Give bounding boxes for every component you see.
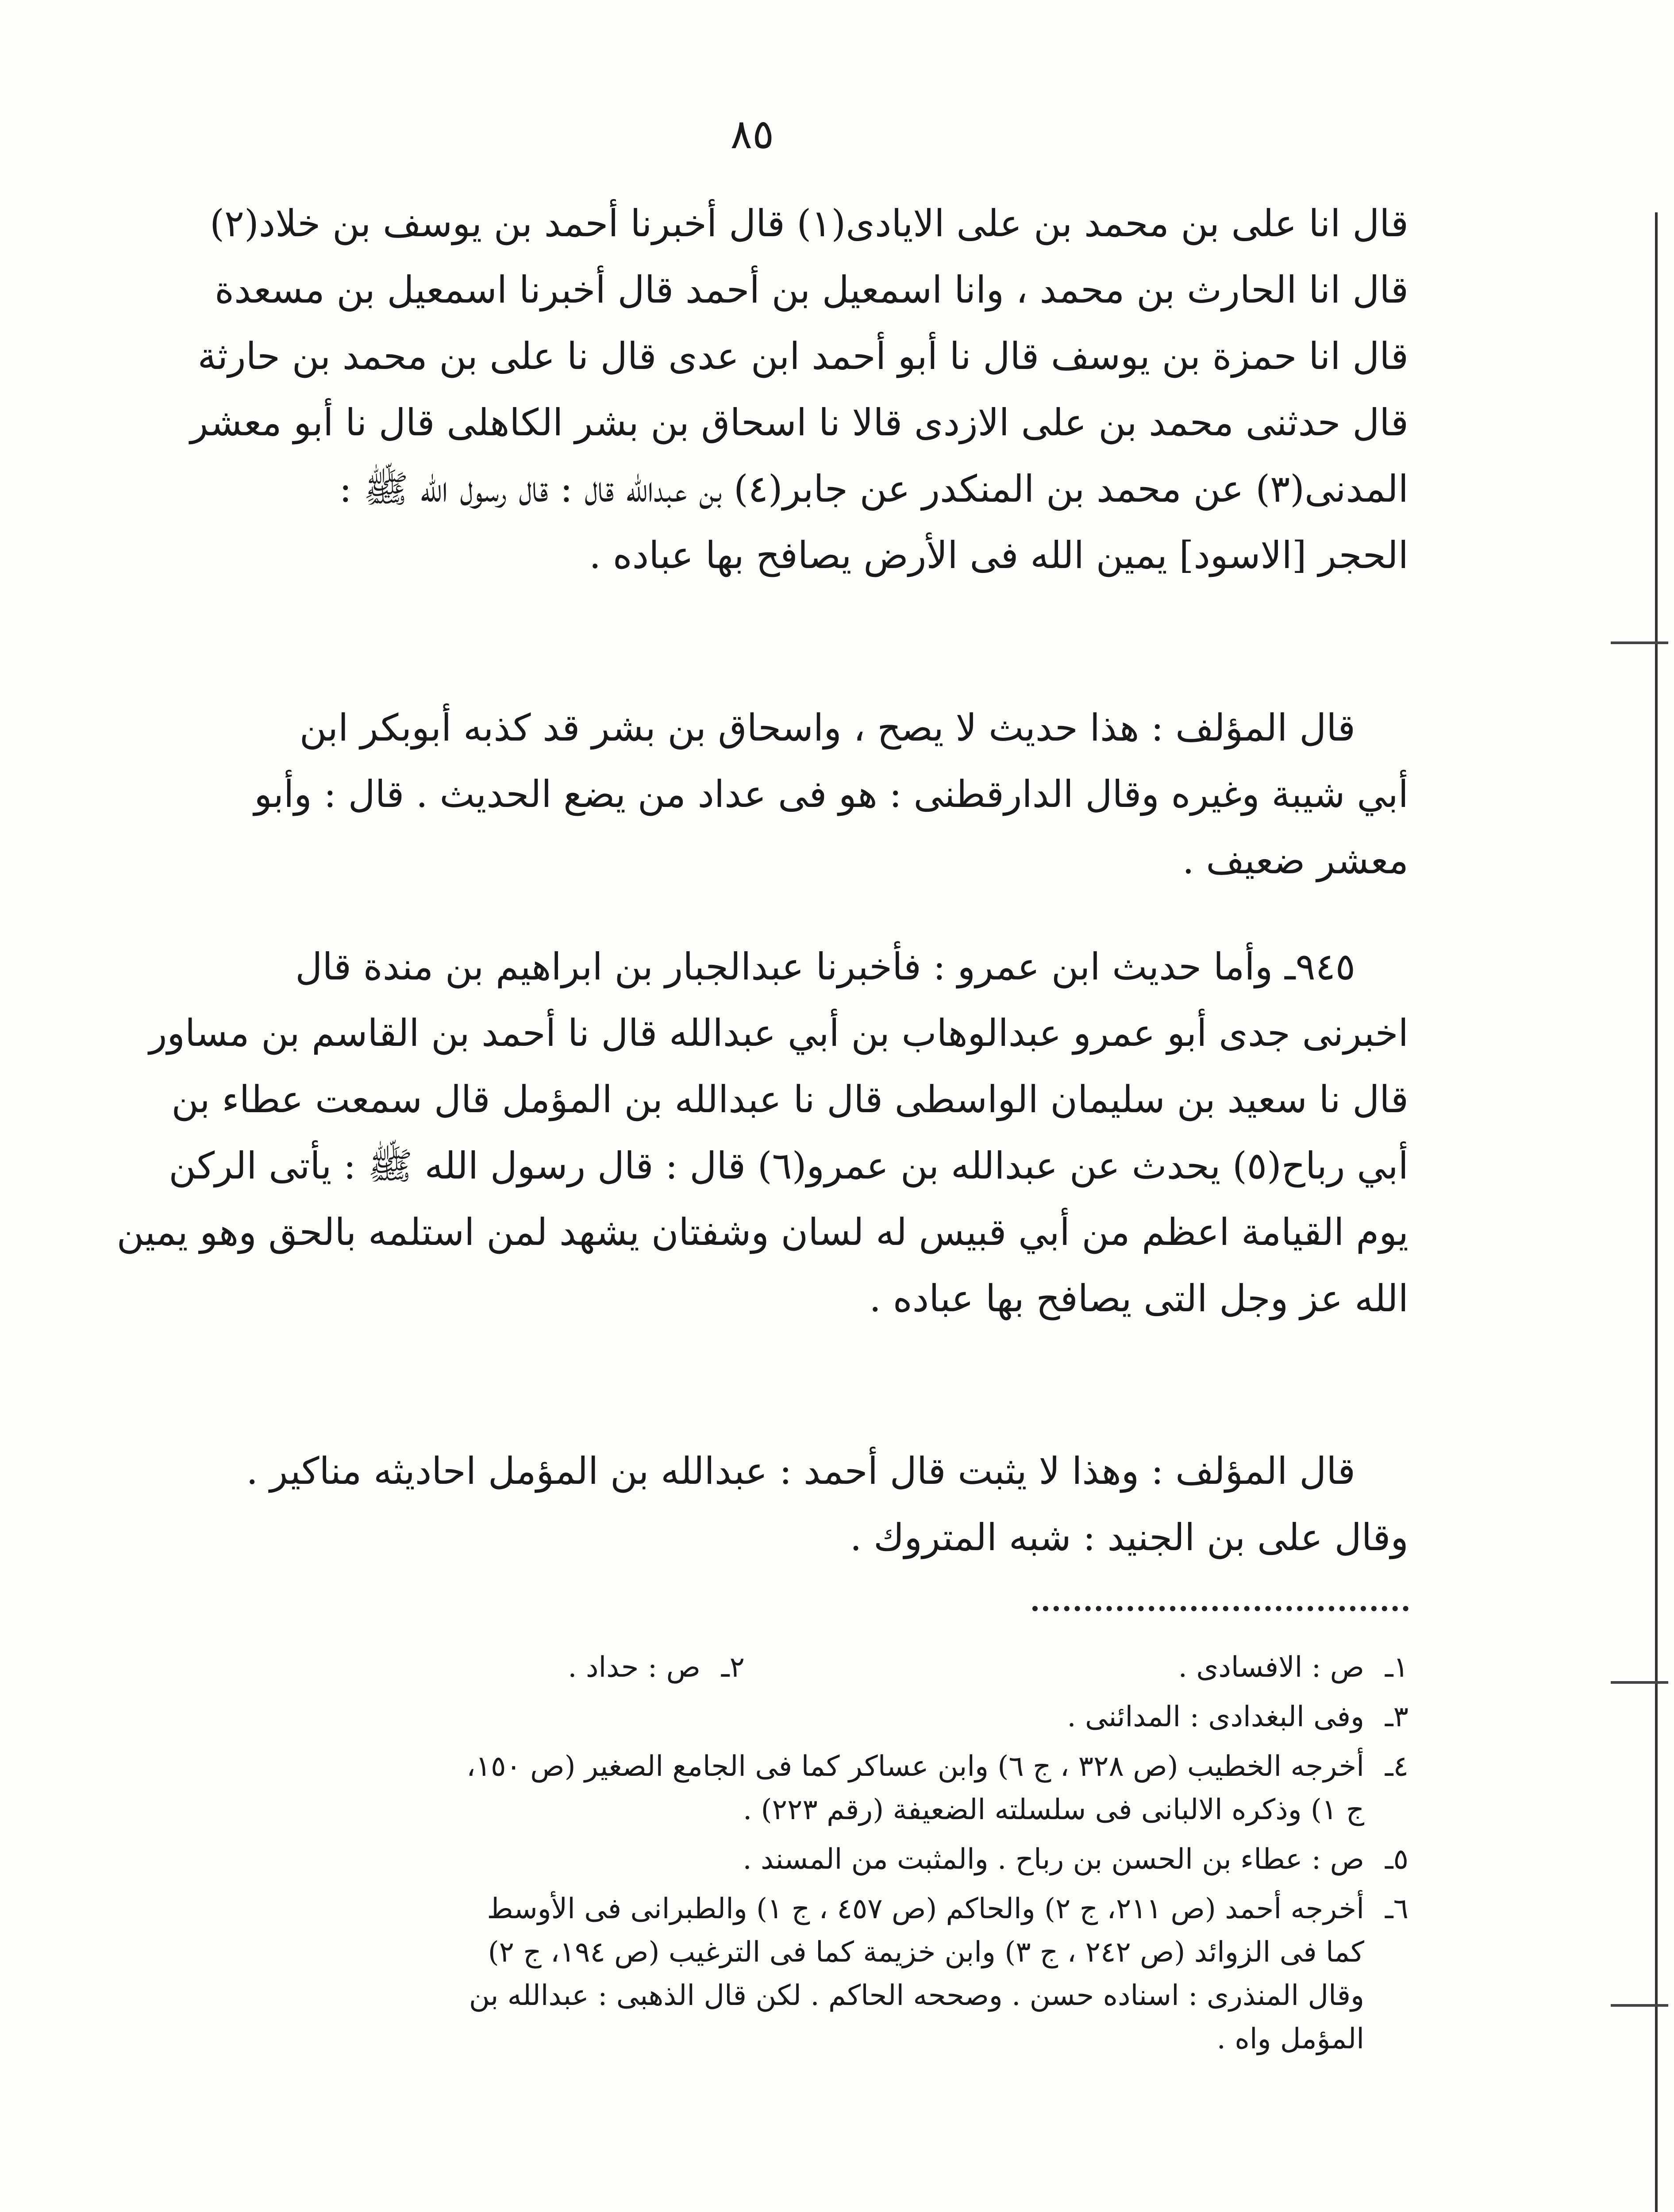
text-line: قال المؤلف : وهذا لا يثبت قال أحمد : عبدالله بن المؤمل احاديثه مناكير . [246,1449,1355,1493]
text-line: أبي شيبة وغيره وقال الدارقطنى : هو فى عداد من يضع الحديث . قال : وأبو [254,772,1408,816]
footnote-text: ج ١) وذكره الالبانى فى سلسلته الضعيفة (رقم ٢٢٣) . [743,1793,1364,1826]
paragraph-hadith-945 [80,933,1408,1332]
text-line: المدنى(٣) عن محمد بن المنكدر عن جابر(٤) بن عبدالله قال : قال رسول الله ﷺ : [339,467,1408,511]
binding-edge-line [1655,212,1658,2212]
footnote-row [80,1646,1408,1695]
text-line: وقال على بن الجنيد : شبه المتروك . [850,1516,1408,1559]
footnote-text: ص : الافسادى . [1178,1651,1364,1684]
footnote-2 [81,1646,745,1689]
footnote-number: ٤ـ [1385,1750,1408,1783]
paragraph-author-comment [80,695,1408,894]
text-line: الحجر [الاسود] يمين الله فى الأرض يصافح بها عباده . [589,534,1408,577]
text-line: قال انا على بن محمد بن على الايادى(١) قال أخبرنا أحمد بن يوسف بن خلاد(٢) [210,202,1408,245]
footnote-text: ص : حداد . [568,1651,700,1684]
text-line: الله عز وجل التى يصافح بها عباده . [869,1277,1408,1320]
footnote-1 [745,1646,1408,1689]
footnote-number: ١ـ [1385,1651,1408,1684]
footnote-number: ٥ـ [1385,1843,1408,1876]
text-line: معشر ضعيف . [1182,839,1408,882]
footnote-text: ص : عطاء بن الحسن بن رباح . والمثبت من المسند . [743,1843,1364,1876]
text-line: أبي رباح(٥) يحدث عن عبدالله بن عمرو(٦) قال : قال رسول الله ﷺ : يأتى الركن [169,1144,1408,1187]
text-line: قال حدثنى محمد بن على الازدى قالا نا اسحاق بن بشر الكاهلى قال نا أبو معشر [190,401,1408,444]
footnote-text: أخرجه الخطيب (ص ٣٢٨ ، ج ٦) وابن عساكر كما فى الجامع الصغير (ص ١٥٠، [466,1750,1364,1783]
footnote-text: كما فى الزوائد (ص ٢٤٢ ، ج ٣) وابن خزيمة كما فى الترغيب (ص ١٩٤، ج ٢) [488,1936,1364,1969]
text-line: ٩٤٥ـ وأما حديث ابن عمرو : فأخبرنا عبدالجبار بن ابراهيم بن مندة قال [295,945,1355,988]
text-line: قال المؤلف : هذا حديث لا يصح ، واسحاق بن بشر قد كذبه أبوبكر ابن [299,706,1355,749]
footnote-number: ٢ـ [721,1651,745,1684]
text-line: قال انا حمزة بن يوسف قال نا أبو أحمد ابن عدى قال نا على بن محمد بن حارثة [197,334,1408,378]
footnote-text: المؤمل واه . [1216,2023,1364,2055]
text-line: قال انا الحارث بن محمد ، وانا اسمعيل بن أحمد قال أخبرنا اسمعيل بن مسعدة [215,268,1408,311]
footnote-3 [80,1695,1408,1739]
page-number: ٨٥ [730,111,774,158]
footnote-number: ٦ـ [1385,1893,1408,1925]
footnote-separator [1032,1606,1408,1611]
text-line: اخبرنى جدى أبو عمرو عبدالوهاب بن أبي عبدالله قال نا أحمد بن القاسم بن مساور [149,1011,1408,1055]
footnote-text: وفى البغدادى : المدائنى . [1067,1701,1364,1733]
binding-tick-mark [1611,1681,1668,1684]
footnote-number: ٣ـ [1385,1701,1408,1733]
text-line: قال نا سعيد بن سليمان الواسطى قال نا عبدالله بن المؤمل قال سمعت عطاء بن [171,1078,1408,1121]
text-line: يوم القيامة اعظم من أبي قبيس له لسان وشفتان يشهد لمن استلمه بالحق وهو يمين [116,1210,1408,1254]
footnote-text: وقال المنذرى : اسناده حسن . وصححه الحاكم . لكن قال الذهبى : عبدالله بن [469,1979,1364,2012]
binding-tick-mark [1611,2004,1668,2007]
footnote-6 [80,1887,1408,2061]
footnote-4 [80,1745,1408,1832]
footnote-text: أخرجه أحمد (ص ٢١١، ج ٢) والحاكم (ص ٤٥٧ ، ج ١) والطبرانى فى الأوسط [487,1893,1364,1925]
paragraph-isnad [80,190,1408,588]
binding-tick-mark [1611,641,1668,644]
paragraph-author-verdict [80,1438,1408,1571]
footnotes [80,1646,1408,2067]
footnote-5 [80,1838,1408,1881]
